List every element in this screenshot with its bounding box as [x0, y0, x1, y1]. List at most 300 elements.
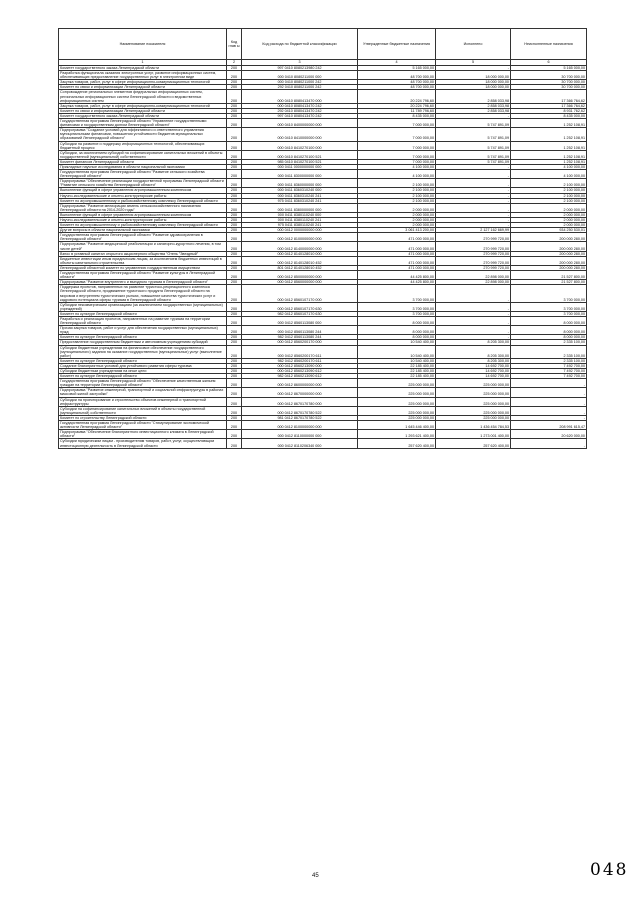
row-executed-cell: -: [436, 285, 511, 302]
row-name-cell: Научно-исследовательские и опытно-конструкторские работы: [59, 193, 227, 198]
row-approved-cell: 225 000 000,00: [358, 379, 436, 388]
row-executed-cell: 270 999 720,00: [436, 256, 511, 265]
row-unexecuted-cell: 4 100 000,00: [511, 170, 587, 179]
header-approved: Утвержденные бюджетные назначения: [358, 29, 436, 60]
row-name-cell: Разработка и реализация проектов, направленных на развитие туризма на территории Ленинградской области: [59, 316, 227, 325]
row-name-cell: Комитет по культуре Ленинградской области: [59, 358, 227, 363]
row-kbk-cell: 000 0411 8380000000 000: [242, 203, 358, 212]
row-executed-cell: -: [436, 198, 511, 203]
row-name-cell: Субсидии на софинансирование капитальных вложений в объекты государственной (муниципальной) собственности: [59, 406, 227, 415]
row-approved-cell: 2 100 000,00: [358, 193, 436, 198]
row-approved-cell: 22 185 400,00: [358, 369, 436, 374]
row-approved-cell: 48 700 000,00: [358, 85, 436, 90]
row-name-cell: Подпрограмма "Развитие мелиорации земель сельскохозяйственного назначения Ленинградской области на 2014-2020 годы": [59, 203, 227, 212]
row-kbk-cell: 000 0412 8560200170 000: [242, 340, 358, 345]
row-code-cell: 200: [227, 271, 242, 280]
row-unexecuted-cell: 2 000 000,00: [511, 203, 587, 212]
row-name-cell: Выполнение функций в сфере управления агропромышленным комплексом: [59, 188, 227, 193]
row-executed-cell: -: [436, 203, 511, 212]
row-approved-cell: 2 100 000,00: [358, 198, 436, 203]
row-name-cell: Прочая закупка товаров, работ и услуг для обеспечения государственных (муниципальных) нужд: [59, 326, 227, 335]
row-unexecuted-cell: 8 000 000,00: [511, 326, 587, 335]
row-kbk-cell: 000 0412 8560107170 000: [242, 285, 358, 302]
row-code-cell: 200: [227, 316, 242, 325]
row-executed-cell: 225 000 000,00: [436, 379, 511, 388]
row-unexecuted-cell: 8 435 000,00: [511, 113, 587, 118]
row-kbk-cell: 000 0412 8140128010 452: [242, 256, 358, 265]
row-unexecuted-cell: 7 492 700,00: [511, 363, 587, 368]
table-row: [59, 302, 587, 311]
row-code-cell: 200: [227, 363, 242, 368]
row-executed-cell: 270 999 720,00: [436, 265, 511, 270]
row-code-cell: 200: [227, 228, 242, 233]
row-unexecuted-cell: 2 000 000,00: [511, 223, 587, 228]
row-approved-cell: 1 645 446 400,00: [358, 421, 436, 430]
row-code-cell: 200: [227, 256, 242, 265]
row-approved-cell: 10 540 400,00: [358, 345, 436, 358]
table-row: [59, 397, 587, 406]
row-code-cell: 200: [227, 128, 242, 141]
row-code-cell: 200: [227, 223, 242, 228]
table-row: [59, 141, 587, 150]
row-executed-cell: 14 692 700,00: [436, 363, 511, 368]
row-unexecuted-cell: 17 366 764,62: [511, 90, 587, 103]
row-name-cell: Государственная программа Ленинградской области "Развитие культуры в Ленинградской области": [59, 271, 227, 280]
table-row: [59, 430, 587, 439]
row-approved-cell: 3 700 000,00: [358, 311, 436, 316]
row-approved-cell: 4 100 000,00: [358, 164, 436, 169]
row-unexecuted-cell: 5 165 000,00: [511, 66, 587, 71]
row-unexecuted-cell: 30 700 000,00: [511, 85, 587, 90]
budget-execution-table-sheet: [58, 28, 586, 449]
row-name-cell: Субсидии на развитие и поддержку информационных технологий, обеспечивающих бюджетный процесс: [59, 141, 227, 150]
row-name-cell: Комитет по агропромышленному и рыбохозяйственному комплексу Ленинградской области: [59, 198, 227, 203]
row-code-cell: 200: [227, 119, 242, 128]
header-executed: Исполнено: [436, 29, 511, 60]
row-approved-cell: 2 100 000,00: [358, 188, 436, 193]
archive-stamp-number: 048: [590, 860, 629, 880]
row-kbk-cell: 000 0410 8410000000 000: [242, 128, 358, 141]
row-approved-cell: 471 000 000,00: [358, 256, 436, 265]
table-row: [59, 233, 587, 242]
row-unexecuted-cell: 2 000 000,00: [511, 218, 587, 223]
header-kbk: Код расхода по бюджетной классификации: [242, 29, 358, 60]
row-executed-cell: -: [436, 326, 511, 335]
row-name-cell: Комитет по культуре Ленинградской области: [59, 311, 227, 316]
row-kbk-cell: 997 0410 8080413470 242: [242, 113, 358, 118]
row-kbk-cell: 000 0412 8110000000 000: [242, 430, 358, 439]
row-unexecuted-cell: 20 620 000,00: [511, 430, 587, 439]
row-approved-cell: 7 000 000,00: [358, 159, 436, 164]
column-number: 2: [227, 60, 242, 66]
page-number: 45: [312, 873, 319, 879]
column-number: 5: [436, 60, 511, 66]
row-kbk-cell: 000 0412 0000000000 000: [242, 228, 358, 233]
row-code-cell: 200: [227, 103, 242, 108]
row-executed-cell: 14 692 700,00: [436, 374, 511, 379]
row-name-cell: Комитет по агропромышленному и рыбохозяйственному комплексу Ленинградской области: [59, 223, 227, 228]
row-code-cell: 200: [227, 150, 242, 159]
row-name-cell: Создание благоприятных условий для устойчивого развития сферы туризма: [59, 363, 227, 368]
row-executed-cell: 5 747 891,09: [436, 150, 511, 159]
row-unexecuted-cell: -: [511, 379, 587, 388]
row-executed-cell: -: [436, 311, 511, 316]
row-executed-cell: 270 999 720,00: [436, 233, 511, 242]
row-kbk-cell: 000 0412 8560107170 630: [242, 302, 358, 311]
row-code-cell: 200: [227, 311, 242, 316]
row-approved-cell: 8 000 000,00: [358, 316, 436, 325]
row-executed-cell: 5 747 891,09: [436, 159, 511, 164]
table-row: [59, 150, 587, 159]
row-unexecuted-cell: 21 527 800,00: [511, 271, 587, 280]
row-code-cell: 200: [227, 388, 242, 397]
row-executed-cell: -: [436, 164, 511, 169]
row-kbk-cell: 000 0412 8110206340 000: [242, 439, 358, 448]
row-executed-cell: 270 999 720,00: [436, 242, 511, 251]
row-unexecuted-cell: 8 931 762,62: [511, 108, 587, 113]
row-kbk-cell: 000 0412 8100000000 000: [242, 233, 358, 242]
row-code-cell: 200: [227, 335, 242, 340]
table-row: [59, 316, 587, 325]
row-unexecuted-cell: 7 492 700,00: [511, 374, 587, 379]
row-executed-cell: 2 858 033,98: [436, 103, 511, 108]
row-unexecuted-cell: 2 100 000,00: [511, 198, 587, 203]
row-approved-cell: 471 000 000,00: [358, 242, 436, 251]
row-kbk-cell: 985 0410 8410270100 521: [242, 159, 358, 164]
row-executed-cell: 5 747 891,09: [436, 141, 511, 150]
row-name-cell: Поддержка проектов, направленных на развитие туристско-рекреационного комплекса Ленинградской области, продвижение туристского продукта Ленинградской области на мировом и внутреннем туристических рынках, повышение качества туристических услуг и кадрового потенциала сферы туризма в Ленинградской области: [59, 285, 227, 302]
row-kbk-cell: 982 0412 8560213090 612: [242, 374, 358, 379]
row-name-cell: Другие вопросы в области национальной экономики: [59, 228, 227, 233]
row-kbk-cell: 000 0411 8380110240 241: [242, 218, 358, 223]
row-unexecuted-cell: 2 100 000,00: [511, 188, 587, 193]
row-code-cell: 200: [227, 439, 242, 448]
row-name-cell: Комитет государственного заказа Ленинградской области: [59, 66, 227, 71]
row-executed-cell: -: [436, 218, 511, 223]
row-kbk-cell: 000 0412 8140000000 000: [242, 242, 358, 251]
row-kbk-cell: 982 0412 8560113080 244: [242, 335, 358, 340]
row-approved-cell: 10 540 400,00: [358, 358, 436, 363]
row-code-cell: 200: [227, 251, 242, 256]
row-approved-cell: 2 000 000,00: [358, 203, 436, 212]
row-approved-cell: 3 061 413 200,00: [358, 228, 436, 233]
table-row: [59, 379, 587, 388]
table-row: [59, 170, 587, 179]
row-code-cell: 200: [227, 218, 242, 223]
row-name-cell: Субсидии юридическим лицам - производителям товаров, работ, услуг, осуществляющим инвестиционную деятельность в Ленинградской области: [59, 439, 227, 448]
row-kbk-cell: 000 0411 8380110240 000: [242, 212, 358, 217]
row-unexecuted-cell: 4 100 000,00: [511, 164, 587, 169]
row-kbk-cell: 292 0410 8080413470 242: [242, 108, 358, 113]
row-unexecuted-cell: 2 335 100,00: [511, 345, 587, 358]
row-unexecuted-cell: -: [511, 439, 587, 448]
column-number: 4: [358, 60, 436, 66]
table-row: [59, 242, 587, 251]
row-kbk-cell: 975 0411 8380110240 241: [242, 223, 358, 228]
row-approved-cell: 471 000 000,00: [358, 265, 436, 270]
row-code-cell: 200: [227, 108, 242, 113]
row-executed-cell: 225 000 000,00: [436, 406, 511, 415]
row-code-cell: 200: [227, 159, 242, 164]
row-unexecuted-cell: 30 700 000,00: [511, 71, 587, 80]
row-executed-cell: 14 692 700,00: [436, 369, 511, 374]
table-row: [59, 119, 587, 128]
row-executed-cell: -: [436, 179, 511, 188]
row-executed-cell: 22 898 000,00: [436, 280, 511, 285]
row-kbk-cell: 982 0412 8560107170 630: [242, 311, 358, 316]
row-code-cell: 200: [227, 374, 242, 379]
row-unexecuted-cell: 2 100 000,00: [511, 179, 587, 188]
row-unexecuted-cell: 17 366 764,62: [511, 103, 587, 108]
row-name-cell: Субсидии некоммерческим организациям (за исключением государственных (муниципальных) учреждений): [59, 302, 227, 311]
row-approved-cell: 2 100 000,00: [358, 179, 436, 188]
row-approved-cell: 257 620 400,00: [358, 439, 436, 448]
row-code-cell: 200: [227, 233, 242, 242]
row-unexecuted-cell: 30 700 000,00: [511, 80, 587, 85]
row-kbk-cell: 000 0410 8400000000 000: [242, 119, 358, 128]
row-code-cell: 200: [227, 421, 242, 430]
row-kbk-cell: 000 0410 8080413470 242: [242, 103, 358, 108]
row-approved-cell: 20 224 796,60: [358, 90, 436, 103]
row-approved-cell: 7 000 000,00: [358, 141, 436, 150]
row-kbk-cell: 997 0410 8080213980 242: [242, 66, 358, 71]
row-approved-cell: 4 100 000,00: [358, 170, 436, 179]
row-approved-cell: 44 425 800,00: [358, 280, 436, 285]
row-unexecuted-cell: -: [511, 406, 587, 415]
row-code-cell: 200: [227, 397, 242, 406]
row-kbk-cell: 981 0412 8670170780 522: [242, 415, 358, 420]
row-name-cell: Разработка функционала оказания электронных услуг, развитие информационных систем, обеспечивающих предоставление государственных услуг в электронном виде: [59, 71, 227, 80]
row-code-cell: 200: [227, 302, 242, 311]
row-kbk-cell: 000 0412 8560113080 244: [242, 326, 358, 335]
row-name-cell: Государственная программа Ленинградской области "Стимулирование экономической активности Ленинградской области": [59, 421, 227, 430]
row-executed-cell: 18 000 000,00: [436, 71, 511, 80]
row-approved-cell: 225 000 000,00: [358, 388, 436, 397]
row-executed-cell: 1 436 454 784,53: [436, 421, 511, 430]
row-name-cell: Комитет по культуре Ленинградской области: [59, 374, 227, 379]
row-kbk-cell: 000 0412 8560213090 612: [242, 369, 358, 374]
table-row: [59, 406, 587, 415]
row-approved-cell: 48 700 000,00: [358, 80, 436, 85]
row-code-cell: 200: [227, 379, 242, 388]
row-kbk-cell: 000 0411 8360310240 241: [242, 193, 358, 198]
row-unexecuted-cell: 3 700 000,00: [511, 285, 587, 302]
row-kbk-cell: 000 0412 8560113080 000: [242, 316, 358, 325]
row-executed-cell: -: [436, 66, 511, 71]
row-approved-cell: 22 185 400,00: [358, 363, 436, 368]
row-executed-cell: -: [436, 170, 511, 179]
row-approved-cell: 8 435 000,00: [358, 113, 436, 118]
row-kbk-cell: 801 0412 8140128010 452: [242, 265, 358, 270]
row-code-cell: 200: [227, 415, 242, 420]
row-approved-cell: 7 000 000,00: [358, 119, 436, 128]
row-name-cell: Взнос в уставный капитал открытого акционерного общества "Отель "Звездный": [59, 251, 227, 256]
row-executed-cell: 225 000 000,00: [436, 397, 511, 406]
row-name-cell: Комитет по связи и информатизации Ленинградской области: [59, 85, 227, 90]
row-executed-cell: 5 747 891,09: [436, 119, 511, 128]
row-name-cell: Государственная программа Ленинградской области "Развитие сельского хозяйства Ленинградской области": [59, 170, 227, 179]
column-number: 3: [242, 60, 358, 66]
row-unexecuted-cell: 8 000 000,00: [511, 316, 587, 325]
row-approved-cell: 22 185 400,00: [358, 374, 436, 379]
row-code-cell: 200: [227, 141, 242, 150]
row-unexecuted-cell: 21 527 800,00: [511, 280, 587, 285]
row-executed-cell: -: [436, 188, 511, 193]
row-code-cell: 200: [227, 90, 242, 103]
row-code-cell: 200: [227, 212, 242, 217]
row-unexecuted-cell: -: [511, 415, 587, 420]
column-number: 6: [511, 60, 587, 66]
row-executed-cell: 8 205 300,00: [436, 358, 511, 363]
row-approved-cell: 2 000 000,00: [358, 223, 436, 228]
row-approved-cell: 2 000 000,00: [358, 218, 436, 223]
row-code-cell: 200: [227, 285, 242, 302]
table-body: [59, 66, 587, 449]
row-code-cell: 200: [227, 369, 242, 374]
row-name-cell: Подпрограмма "Развитие инженерной, транспортной и социальной инфраструктуры в районах массовой жилой застройки": [59, 388, 227, 397]
row-name-cell: Субсидии бюджетным учреждениям на иные цели: [59, 369, 227, 374]
row-approved-cell: 8 000 000,00: [358, 335, 436, 340]
row-kbk-cell: 000 0410 8410270100 521: [242, 150, 358, 159]
row-executed-cell: -: [436, 302, 511, 311]
row-code-cell: 200: [227, 345, 242, 358]
table-row: [59, 345, 587, 358]
row-approved-cell: 3 700 000,00: [358, 302, 436, 311]
table-row: [59, 326, 587, 335]
row-unexecuted-cell: 7 492 700,00: [511, 369, 587, 374]
row-unexecuted-cell: 200 000 280,00: [511, 233, 587, 242]
row-name-cell: Комитет государственного заказа Ленинградской области: [59, 113, 227, 118]
table-row: [59, 285, 587, 302]
row-unexecuted-cell: 3 700 000,00: [511, 311, 587, 316]
row-approved-cell: 11 789 796,60: [358, 108, 436, 113]
row-kbk-cell: 000 0412 8100000000 000: [242, 421, 358, 430]
table-row: [59, 71, 587, 80]
row-name-cell: Выполнение функций в сфере управления агропромышленным комплексом: [59, 212, 227, 217]
row-approved-cell: 44 425 800,00: [358, 271, 436, 280]
header-unexecuted: Неисполненные назначения: [511, 29, 587, 60]
row-code-cell: 200: [227, 80, 242, 85]
row-kbk-cell: 292 0410 8080211000 242: [242, 85, 358, 90]
row-code-cell: 200: [227, 170, 242, 179]
row-executed-cell: 22 898 000,00: [436, 271, 511, 280]
row-name-cell: Подпрограмма "Обеспечение реализации государственной программы Ленинградской области "Развитие сельского хозяйства Ленинградской области": [59, 179, 227, 188]
row-approved-cell: 48 700 000,00: [358, 71, 436, 80]
row-code-cell: 200: [227, 188, 242, 193]
row-kbk-cell: 975 0411 8360310240 241: [242, 198, 358, 203]
row-executed-cell: 270 999 720,00: [436, 251, 511, 256]
row-name-cell: Субсидии, за исключением субсидий на софинансирование капитальных вложений в объекты государственной (муниципальной) собственности: [59, 150, 227, 159]
row-kbk-cell: 000 0412 8670170780 000: [242, 397, 358, 406]
row-approved-cell: 471 000 000,00: [358, 233, 436, 242]
row-executed-cell: -: [436, 316, 511, 325]
row-executed-cell: 225 000 000,00: [436, 388, 511, 397]
row-kbk-cell: 000 0410 8080413470 000: [242, 90, 358, 103]
row-approved-cell: 2 000 000,00: [358, 212, 436, 217]
row-unexecuted-cell: 1 252 108,91: [511, 159, 587, 164]
row-unexecuted-cell: 1 252 108,91: [511, 150, 587, 159]
table-row: [59, 439, 587, 448]
row-code-cell: 200: [227, 280, 242, 285]
row-approved-cell: 225 000 000,00: [358, 397, 436, 406]
header-grbs: Код глав ы: [227, 29, 242, 60]
row-kbk-cell: 000 0411 8300000000 000: [242, 170, 358, 179]
row-code-cell: 200: [227, 66, 242, 71]
row-executed-cell: 225 000 000,00: [436, 415, 511, 420]
header-name: Наименование показателя: [59, 29, 227, 60]
row-unexecuted-cell: 2 335 100,00: [511, 358, 587, 363]
row-name-cell: Закупка товаров, работ, услуг в сфере информационно-коммуникационных технологий: [59, 103, 227, 108]
row-executed-cell: -: [436, 223, 511, 228]
row-executed-cell: -: [436, 113, 511, 118]
row-unexecuted-cell: 934 250 530,01: [511, 228, 587, 233]
table-row: [59, 421, 587, 430]
row-executed-cell: 5 747 891,09: [436, 128, 511, 141]
row-name-cell: Комитет по связи и информатизации Ленинградской области: [59, 108, 227, 113]
row-approved-cell: 8 000 000,00: [358, 326, 436, 335]
table-row: [59, 128, 587, 141]
row-name-cell: Прикладные научные исследования в области национальной экономики: [59, 164, 227, 169]
row-code-cell: 200: [227, 164, 242, 169]
row-name-cell: Государственная программа Ленинградской области "Обеспечение качественным жильем граждан на территории Ленинградской области": [59, 379, 227, 388]
row-approved-cell: 471 000 000,00: [358, 251, 436, 256]
row-executed-cell: 18 000 000,00: [436, 80, 511, 85]
row-kbk-cell: 000 0412 8600000000 000: [242, 379, 358, 388]
row-name-cell: Предоставление государственным бюджетным и автономным учреждениям субсидий: [59, 340, 227, 345]
row-code-cell: 200: [227, 198, 242, 203]
row-approved-cell: 3 700 000,00: [358, 285, 436, 302]
row-executed-cell: 2 858 033,98: [436, 108, 511, 113]
row-name-cell: Субсидии на проектирование и строительство объектов инженерной и транспортной инфраструктуры: [59, 397, 227, 406]
row-name-cell: Подпрограмма "Развитие внутреннего и въездного туризма в Ленинградской области": [59, 280, 227, 285]
row-name-cell: Подпрограмма "Обеспечение благоприятного инвестиционного климата в Ленинградской области": [59, 430, 227, 439]
row-kbk-cell: 000 0411 8360000000 000: [242, 179, 358, 188]
row-approved-cell: 1 293 621 400,00: [358, 430, 436, 439]
row-name-cell: Субсидии бюджетным учреждениям на финансовое обеспечение государственного (муниципального) задания на оказание государственных (муниципальных) услуг (выполнение работ): [59, 345, 227, 358]
row-unexecuted-cell: 200 000 280,00: [511, 256, 587, 265]
row-kbk-cell: 000 0410 8080211000 000: [242, 71, 358, 80]
row-kbk-cell: 000 0410 8080211000 242: [242, 80, 358, 85]
row-code-cell: 200: [227, 406, 242, 415]
row-name-cell: Ленинградский областной комитет по управлению государственным имуществом: [59, 265, 227, 270]
row-approved-cell: 20 224 796,60: [358, 103, 436, 108]
row-code-cell: 200: [227, 326, 242, 335]
row-code-cell: 200: [227, 265, 242, 270]
row-unexecuted-cell: 2 000 000,00: [511, 212, 587, 217]
row-executed-cell: -: [436, 193, 511, 198]
row-unexecuted-cell: 2 335 100,00: [511, 340, 587, 345]
table-row: [59, 203, 587, 212]
row-kbk-cell: 982 0412 8560200170 611: [242, 358, 358, 363]
row-name-cell: Закупка товаров, работ, услуг в сфере информационно-коммуникационных технологий: [59, 80, 227, 85]
row-name-cell: Государственная программа Ленинградской области "Управление государственными финансами и государственным долгом Ленинградской области": [59, 119, 227, 128]
row-unexecuted-cell: 200 000 280,00: [511, 242, 587, 251]
row-code-cell: 200: [227, 113, 242, 118]
row-unexecuted-cell: 208 991 615,47: [511, 421, 587, 430]
row-name-cell: Научно-исследовательские и опытно-конструкторские работы: [59, 218, 227, 223]
row-unexecuted-cell: 8 000 000,00: [511, 335, 587, 340]
row-name-cell: Комитет по культуре Ленинградской области: [59, 335, 227, 340]
row-code-cell: 200: [227, 179, 242, 188]
row-unexecuted-cell: 200 000 280,00: [511, 251, 587, 256]
row-unexecuted-cell: 2 100 000,00: [511, 193, 587, 198]
row-name-cell: Бюджетные инвестиции иным юридическим лицам, за исключением бюджетных инвестиций в объекты капитального строительства: [59, 256, 227, 265]
row-kbk-cell: 000 0412 8670000000 000: [242, 388, 358, 397]
row-executed-cell: 8 205 300,00: [436, 340, 511, 345]
column-number: 1: [59, 60, 227, 66]
row-code-cell: 200: [227, 358, 242, 363]
row-unexecuted-cell: -: [511, 388, 587, 397]
